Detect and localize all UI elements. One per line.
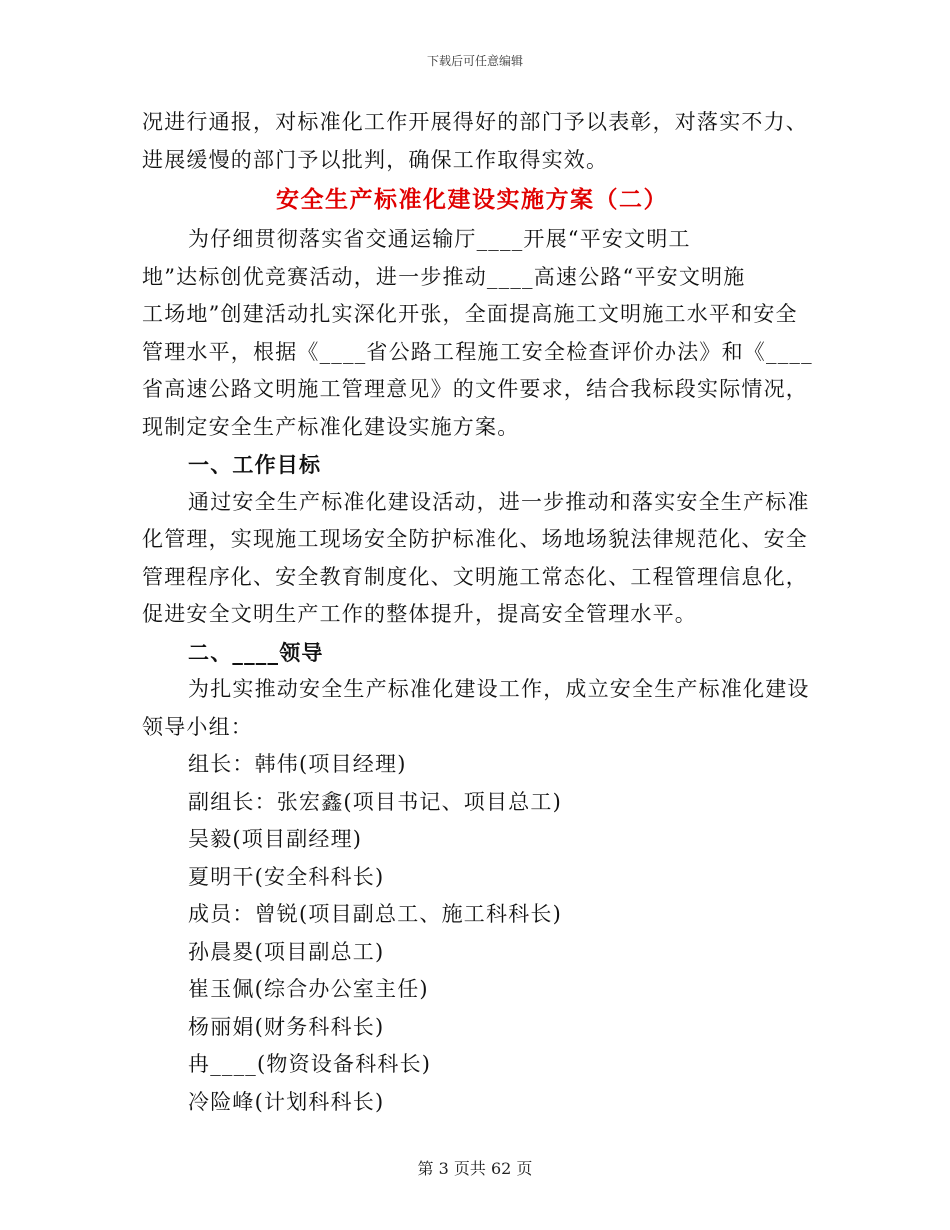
member-item: 副组长：张宏鑫(项目书记、项目总工) [188, 789, 562, 814]
body-line: 地”达标创优竞赛活动，进一步推动____高速公路“平安文明施 [142, 264, 746, 289]
body-line: 现制定安全生产标准化建设实施方案。 [142, 414, 520, 439]
body-line: 为仔细贯彻落实省交通运输厅____开展“平安文明工 [188, 227, 691, 251]
member-item: 孙晨畟(项目副总工) [188, 939, 385, 964]
heading-leadership [142, 634, 802, 672]
member-item: 杨丽娟(财务科科长) [188, 1014, 385, 1039]
member-item: 夏明干(安全科科长) [188, 864, 385, 889]
body-line: 为扎实推动安全生产标准化建设工作，成立安全生产标准化建设 [188, 677, 810, 701]
heading-work-goals: 一、工作目标 [188, 452, 322, 477]
section-title: 安全生产标准化建设实施方案（二） [276, 186, 668, 213]
page-header: 下载后可任意编辑 [426, 54, 523, 68]
body-line: 况进行通报，对标准化工作开展得好的部门予以表彰，对落实不力、 [142, 110, 808, 134]
page-footer: 第 3 页共 62 页 [417, 1159, 533, 1178]
heading-prefix: 二、 [188, 639, 233, 665]
member-item: 冷险峰(计划科科长) [188, 1089, 385, 1114]
body-line: 管理程序化、安全教育制度化、文明施工常态化、工程管理信息化， [142, 564, 808, 589]
body-line: 领导小组： [142, 714, 253, 739]
body-line: 省高速公路文明施工管理意见》的文件要求，结合我标段实际情况， [142, 377, 808, 401]
member-item: 成员：曾锐(项目副总工、施工科科长) [188, 902, 562, 926]
body-line: 管理水平，根据《____省公路工程施工安全检查评价办法》和《____ [142, 339, 813, 364]
body-line: 进展缓慢的部门予以批判，确保工作取得实效。 [142, 147, 609, 172]
member-item: 崔玉佩(综合办公室主任) [188, 977, 429, 1001]
body-line: 通过安全生产标准化建设活动，进一步推动和落实安全生产标准 [188, 489, 810, 514]
body-line: 促进安全文明生产工作的整体提升，提高安全管理水平。 [142, 602, 697, 626]
body-line: 工场地”创建活动扎实深化开张，全面提高施工文明施工水平和安全 [142, 302, 798, 326]
member-item: 吴毅(项目副经理) [188, 827, 363, 851]
body-line: 化管理，实现施工现场安全防护标准化、场地场貌法律规范化、安全 [142, 527, 808, 551]
member-item: 冉____(物资设备科科长) [188, 1052, 432, 1076]
heading-blank: ____ [232, 639, 280, 665]
document-body [142, 104, 813, 1121]
member-item: 组长：韩伟(项目经理) [188, 752, 407, 776]
heading-suffix: 领导 [279, 639, 324, 665]
